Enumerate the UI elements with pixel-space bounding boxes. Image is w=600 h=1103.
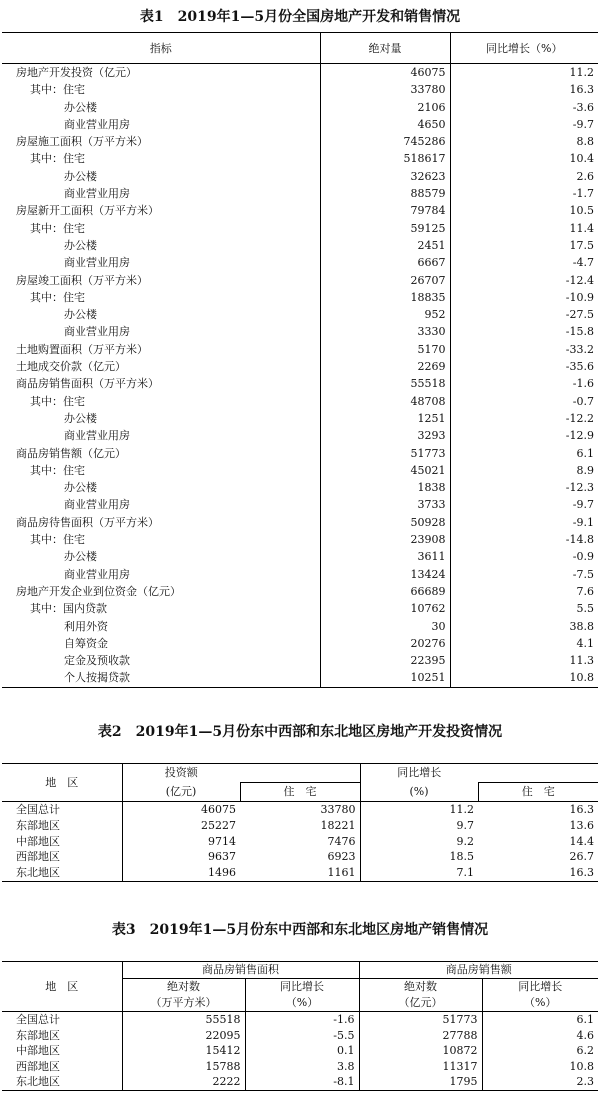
amount-cell: 51773	[359, 1012, 482, 1028]
growth-cell: 9.2	[456, 834, 474, 848]
indicator-cell: 商品房销售面积（万平方米）	[2, 375, 320, 392]
absolute-value-cell: 32623	[320, 168, 450, 185]
indicator-cell: 利用外资	[2, 618, 320, 635]
table-row	[2, 548, 598, 565]
growth-cell: -9.7	[572, 498, 594, 512]
residential-cell: 7476	[240, 834, 360, 850]
growth-cell: -1.7	[572, 187, 594, 201]
table-row	[2, 802, 598, 818]
region-cell: 东部地区	[2, 818, 122, 834]
growth-cell: -1.6	[572, 377, 594, 391]
indicator-cell: 定金及预收款	[2, 652, 320, 669]
region-cell: 东部地区	[2, 1028, 122, 1044]
table-row	[2, 462, 598, 479]
t2-header-invest-unit: (亿元)	[122, 783, 240, 802]
amount-growth-cell: 6.2	[576, 1044, 594, 1058]
absolute-value-cell: 952	[320, 306, 450, 323]
table-row	[2, 81, 598, 98]
amount-growth-cell: 10.8	[569, 1059, 594, 1073]
area-growth-cell: -5.5	[245, 1028, 359, 1044]
t3-header-area-group: 商品房销售面积	[122, 962, 359, 979]
header-absolute: 绝对量	[320, 33, 450, 64]
growth-cell: 7.6	[576, 584, 594, 598]
growth-cell: -9.1	[572, 515, 594, 529]
growth-residential-cell: 26.7	[569, 850, 594, 864]
table-row	[2, 618, 598, 635]
table-row	[2, 600, 598, 617]
growth-cell: -14.8	[565, 533, 594, 547]
table-row	[2, 341, 598, 358]
absolute-value-cell: 88579	[320, 185, 450, 202]
indicator-cell: 其中：住宅	[2, 289, 320, 306]
absolute-value-cell: 48708	[320, 393, 450, 410]
table1	[2, 32, 598, 688]
indicator-cell: 其中：住宅	[2, 150, 320, 167]
growth-cell: -12.9	[565, 429, 594, 443]
growth-residential-cell: 14.4	[569, 834, 594, 848]
absolute-value-cell: 3733	[320, 496, 450, 513]
table-row	[2, 566, 598, 583]
amount-growth-cell: 6.1	[576, 1013, 594, 1026]
table-row	[2, 834, 598, 850]
indicator-cell: 自筹资金	[2, 635, 320, 652]
table-row	[2, 289, 598, 306]
absolute-value-cell: 23908	[320, 531, 450, 548]
absolute-value-cell: 20276	[320, 635, 450, 652]
growth-cell: -15.8	[565, 325, 594, 339]
table1-header-row	[2, 33, 598, 64]
indicator-cell: 商业营业用房	[2, 185, 320, 202]
growth-cell: 4.1	[576, 636, 594, 650]
invest-cell: 9637	[208, 850, 236, 864]
table-row	[2, 1043, 598, 1059]
amount-cell: 10872	[359, 1043, 482, 1059]
absolute-value-cell: 2451	[320, 237, 450, 254]
table-row	[2, 496, 598, 513]
table2-title: 表2 2019年1—5月份东中西部和东北地区房地产开发投资情况	[97, 724, 503, 740]
residential-cell: 6923	[240, 849, 360, 865]
growth-cell: -27.5	[565, 308, 594, 322]
indicator-cell: 办公楼	[2, 410, 320, 427]
t3-header-area-abs-unit: （万平方米）	[122, 995, 245, 1012]
t3-header-area-abs: 绝对数	[122, 979, 245, 996]
area-cell: 2222	[122, 1074, 245, 1090]
indicator-cell: 其中：国内贷款	[2, 600, 320, 617]
amount-cell: 11317	[359, 1059, 482, 1075]
indicator-cell: 办公楼	[2, 306, 320, 323]
invest-cell: 25227	[201, 818, 236, 832]
t2-header-residential: 住 宅	[240, 783, 360, 802]
growth-cell: -9.7	[572, 117, 594, 131]
absolute-value-cell: 3611	[320, 548, 450, 565]
invest-cell: 9714	[208, 834, 236, 848]
region-cell: 全国总计	[2, 802, 122, 818]
area-growth-cell: -1.6	[245, 1012, 359, 1028]
region-cell: 西部地区	[2, 849, 122, 865]
absolute-value-cell: 3293	[320, 427, 450, 444]
table-row	[2, 202, 598, 219]
absolute-value-cell: 46075	[320, 64, 450, 82]
indicator-cell: 个人按揭贷款	[2, 669, 320, 687]
indicator-cell: 商业营业用房	[2, 496, 320, 513]
indicator-cell: 其中：住宅	[2, 462, 320, 479]
growth-cell: -12.4	[565, 273, 594, 287]
amount-cell: 27788	[359, 1028, 482, 1044]
table-row	[2, 865, 598, 881]
region-cell: 全国总计	[2, 1012, 122, 1028]
invest-cell: 1496	[208, 866, 236, 880]
absolute-value-cell: 55518	[320, 375, 450, 392]
absolute-value-cell: 66689	[320, 583, 450, 600]
growth-cell: 10.8	[569, 671, 594, 685]
growth-cell: -33.2	[565, 342, 594, 356]
t3-header-region: 地 区	[2, 962, 122, 1012]
table-row	[2, 358, 598, 375]
indicator-cell: 房屋新开工面积（万平方米）	[2, 202, 320, 219]
region-cell: 中部地区	[2, 834, 122, 850]
table-row	[2, 1012, 598, 1028]
growth-cell: 11.2	[569, 66, 594, 79]
table-row	[2, 1074, 598, 1090]
table-row	[2, 99, 598, 116]
residential-cell: 18221	[240, 818, 360, 834]
t3-header-area-growth-unit: （%）	[245, 995, 359, 1012]
growth-cell: 11.3	[569, 654, 594, 668]
invest-cell: 46075	[201, 803, 236, 816]
indicator-cell: 其中：住宅	[2, 81, 320, 98]
table-row	[2, 479, 598, 496]
indicator-cell: 商品房待售面积（万平方米）	[2, 514, 320, 531]
header-growth: 同比增长（%）	[450, 33, 598, 64]
table-row	[2, 445, 598, 462]
growth-cell: -0.9	[572, 550, 594, 564]
absolute-value-cell: 2106	[320, 99, 450, 116]
table-row	[2, 133, 598, 150]
table-row	[2, 185, 598, 202]
indicator-cell: 其中：住宅	[2, 393, 320, 410]
growth-cell: -12.2	[565, 411, 594, 425]
t2-header-growth-residential: 住 宅	[478, 783, 598, 802]
t3-header-amount-group: 商品房销售额	[359, 962, 598, 979]
absolute-value-cell: 30	[320, 618, 450, 635]
indicator-cell: 办公楼	[2, 548, 320, 565]
amount-growth-cell: 2.3	[576, 1075, 594, 1089]
absolute-value-cell: 518617	[320, 150, 450, 167]
t3-header-area-growth: 同比增长	[245, 979, 359, 996]
region-cell: 东北地区	[2, 1074, 122, 1090]
table2	[2, 763, 598, 882]
growth-cell: 7.1	[456, 866, 474, 880]
absolute-value-cell: 2269	[320, 358, 450, 375]
residential-cell: 1161	[240, 865, 360, 881]
amount-growth-cell: 4.6	[576, 1028, 594, 1042]
t3-header-amount-abs: 绝对数	[359, 979, 482, 996]
growth-cell: 6.1	[576, 446, 594, 460]
indicator-cell: 办公楼	[2, 99, 320, 116]
region-cell: 东北地区	[2, 865, 122, 881]
table-row	[2, 583, 598, 600]
indicator-cell: 商业营业用房	[2, 116, 320, 133]
region-cell: 西部地区	[2, 1059, 122, 1075]
t2-header-invest: 投资额	[164, 766, 198, 780]
table-row	[2, 168, 598, 185]
table-row	[2, 427, 598, 444]
growth-cell: -4.7	[572, 256, 594, 270]
indicator-cell: 商业营业用房	[2, 566, 320, 583]
growth-residential-cell: 16.3	[569, 866, 594, 880]
absolute-value-cell: 1838	[320, 479, 450, 496]
residential-cell: 33780	[240, 802, 360, 818]
table1-title: 表1 2019年1—5月份全国房地产开发和销售情况	[139, 9, 461, 25]
growth-cell: 10.4	[569, 152, 594, 166]
absolute-value-cell: 18835	[320, 289, 450, 306]
growth-cell: 2.6	[576, 169, 594, 183]
absolute-value-cell: 33780	[320, 81, 450, 98]
indicator-cell: 商业营业用房	[2, 254, 320, 271]
absolute-value-cell: 26707	[320, 272, 450, 289]
growth-cell: 16.3	[569, 83, 594, 97]
indicator-cell: 土地成交价款（亿元）	[2, 358, 320, 375]
absolute-value-cell: 745286	[320, 133, 450, 150]
table-row	[2, 150, 598, 167]
indicator-cell: 商业营业用房	[2, 427, 320, 444]
t2-header-growth: 同比增长	[397, 766, 442, 780]
absolute-value-cell: 1251	[320, 410, 450, 427]
region-cell: 中部地区	[2, 1043, 122, 1059]
t3-header-amount-abs-unit: （亿元）	[359, 995, 482, 1012]
growth-cell: -12.3	[565, 481, 594, 495]
table-row	[2, 1059, 598, 1075]
growth-cell: 8.8	[576, 135, 594, 149]
table-row	[2, 306, 598, 323]
area-growth-cell: 0.1	[245, 1043, 359, 1059]
table3-title: 表3 2019年1—5月份东中西部和东北地区房地产销售情况	[111, 922, 489, 938]
absolute-value-cell: 51773	[320, 445, 450, 462]
absolute-value-cell: 13424	[320, 566, 450, 583]
indicator-cell: 办公楼	[2, 168, 320, 185]
growth-cell: 11.2	[449, 803, 474, 816]
growth-cell: 8.9	[576, 463, 594, 477]
table-row	[2, 237, 598, 254]
table-row	[2, 116, 598, 133]
growth-cell: 18.5	[449, 850, 474, 864]
table-row	[2, 514, 598, 531]
growth-residential-cell: 16.3	[569, 803, 594, 816]
growth-cell: 17.5	[569, 238, 594, 252]
t3-header-amount-growth: 同比增长	[518, 980, 563, 993]
absolute-value-cell: 45021	[320, 462, 450, 479]
area-cell: 15412	[122, 1043, 245, 1059]
growth-cell: -10.9	[565, 290, 594, 304]
t2-header-growth-unit: (%)	[360, 783, 478, 802]
header-indicator: 指标	[2, 33, 320, 64]
area-cell: 55518	[122, 1012, 245, 1028]
table-row	[2, 254, 598, 271]
indicator-cell: 其中：住宅	[2, 531, 320, 548]
area-growth-cell: 3.8	[245, 1059, 359, 1075]
indicator-cell: 土地购置面积（万平方米）	[2, 341, 320, 358]
area-growth-cell: -8.1	[245, 1074, 359, 1090]
t2-header-region: 地 区	[2, 764, 122, 802]
table-row	[2, 64, 598, 82]
amount-cell: 1795	[359, 1074, 482, 1090]
absolute-value-cell: 6667	[320, 254, 450, 271]
table-row	[2, 531, 598, 548]
indicator-cell: 商业营业用房	[2, 323, 320, 340]
absolute-value-cell: 10251	[320, 669, 450, 687]
growth-cell: 9.7	[456, 818, 474, 832]
table-row	[2, 1028, 598, 1044]
growth-residential-cell: 13.6	[569, 818, 594, 832]
growth-cell: -7.5	[572, 567, 594, 581]
growth-cell: 5.5	[576, 602, 594, 616]
indicator-cell: 办公楼	[2, 479, 320, 496]
area-cell: 15788	[122, 1059, 245, 1075]
table-row	[2, 375, 598, 392]
indicator-cell: 房屋竣工面积（万平方米）	[2, 272, 320, 289]
absolute-value-cell: 10762	[320, 600, 450, 617]
t3-header-amount-growth-unit: （%）	[482, 995, 598, 1012]
table-row	[2, 818, 598, 834]
table-row	[2, 849, 598, 865]
table-row	[2, 323, 598, 340]
indicator-cell: 商品房销售额（亿元）	[2, 445, 320, 462]
absolute-value-cell: 59125	[320, 220, 450, 237]
growth-cell: -0.7	[572, 394, 594, 408]
table-row	[2, 393, 598, 410]
absolute-value-cell: 50928	[320, 514, 450, 531]
indicator-cell: 房屋施工面积（万平方米）	[2, 133, 320, 150]
table-row	[2, 272, 598, 289]
growth-cell: -3.6	[572, 100, 594, 114]
indicator-cell: 房地产开发投资（亿元）	[2, 64, 320, 82]
table-row	[2, 635, 598, 652]
table-row	[2, 652, 598, 669]
growth-cell: -35.6	[565, 360, 594, 374]
table3	[2, 961, 598, 1091]
absolute-value-cell: 3330	[320, 323, 450, 340]
growth-cell: 10.5	[569, 204, 594, 218]
absolute-value-cell: 5170	[320, 341, 450, 358]
indicator-cell: 办公楼	[2, 237, 320, 254]
table-row	[2, 220, 598, 237]
table-row	[2, 669, 598, 687]
growth-cell: 38.8	[569, 619, 594, 633]
indicator-cell: 房地产开发企业到位资金（亿元）	[2, 583, 320, 600]
absolute-value-cell: 22395	[320, 652, 450, 669]
area-cell: 22095	[122, 1028, 245, 1044]
absolute-value-cell: 79784	[320, 202, 450, 219]
absolute-value-cell: 4650	[320, 116, 450, 133]
table-row	[2, 410, 598, 427]
growth-cell: 11.4	[569, 221, 594, 235]
indicator-cell: 其中：住宅	[2, 220, 320, 237]
